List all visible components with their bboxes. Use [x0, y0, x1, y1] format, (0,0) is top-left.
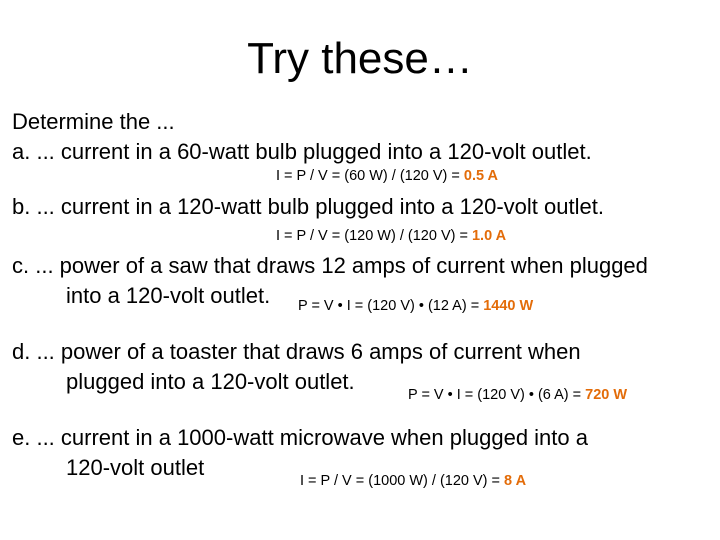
solution-answer: 1440 W: [483, 298, 534, 314]
problem-c-solution: [298, 298, 533, 314]
problem-b-text: b. ... current in a 120-watt bulb plugged into a 120-volt outlet.: [12, 194, 604, 219]
problem-a-solution: [276, 168, 498, 184]
solution-formula: I = P / V = (120 W) / (120 V) =: [276, 228, 472, 244]
solution-answer: 8 A: [504, 473, 527, 489]
problem-d-text-cont: plugged into a 120-volt outlet.: [66, 369, 355, 394]
solution-answer: 1.0 A: [471, 228, 507, 244]
problem-e-solution: [300, 473, 526, 489]
problem-b-solution: [276, 228, 506, 244]
problem-d-solution: [408, 387, 627, 403]
problem-a-text: a. ... current in a 60-watt bulb plugged into a 120-volt outlet.: [12, 139, 592, 164]
problem-e-text: e. ... current in a 1000-watt microwave when plugged into a: [12, 425, 588, 450]
solution-formula: P = V • I = (120 V) • (6 A) =: [408, 387, 586, 403]
problem-c-text-cont: into a 120-volt outlet.: [66, 283, 271, 308]
problem-d-text: d. ... power of a toaster that draws 6 amps of current when: [12, 339, 581, 364]
problem-e-text-cont: 120-volt outlet: [66, 455, 205, 480]
solution-answer: 0.5 A: [463, 168, 499, 184]
solution-formula: P = V • I = (120 V) • (12 A) =: [298, 298, 484, 314]
problem-c-text: c. ... power of a saw that draws 12 amps of current when plugged: [12, 253, 648, 278]
solution-answer: 720 W: [585, 387, 628, 403]
solution-formula: I = P / V = (60 W) / (120 V) =: [276, 168, 464, 184]
solution-formula: I = P / V = (1000 W) / (120 V) =: [300, 473, 505, 489]
slide-title: Try these…: [247, 34, 473, 83]
intro-text: Determine the ...: [12, 109, 175, 134]
